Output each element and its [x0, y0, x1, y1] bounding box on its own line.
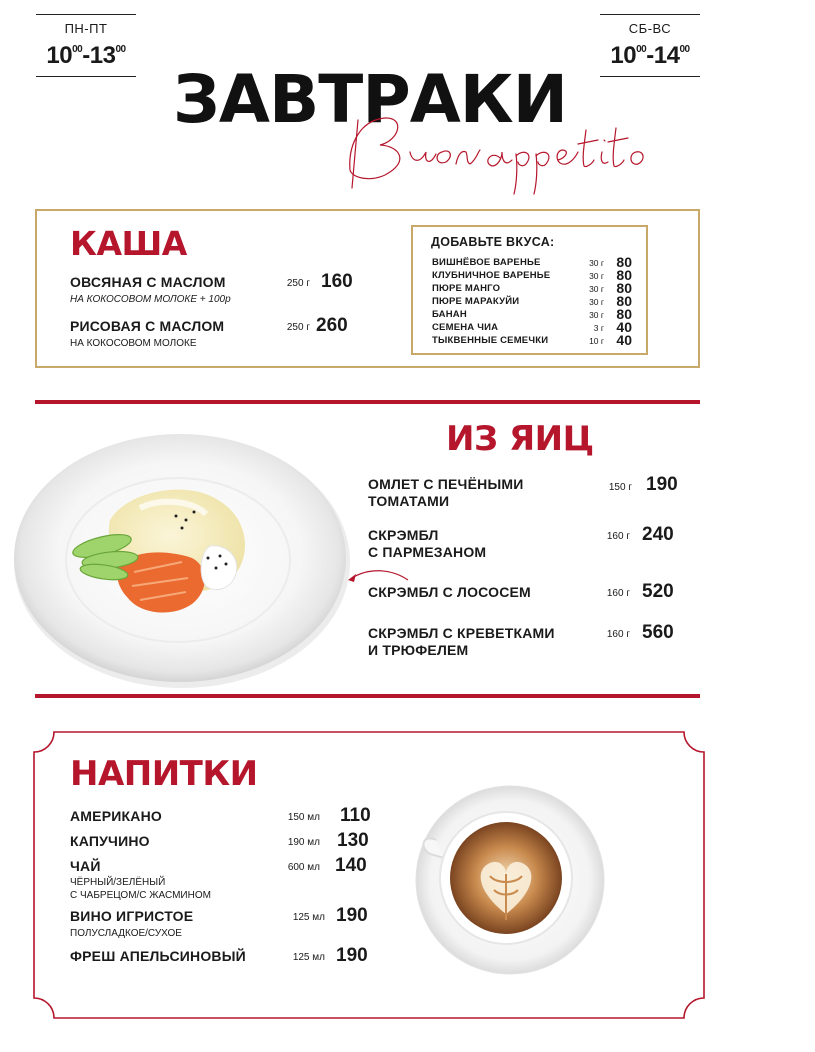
- item-price: 190: [336, 945, 368, 966]
- divider: [36, 14, 136, 15]
- menu-item: [368, 622, 688, 661]
- item-weight: 160 г: [606, 629, 630, 640]
- addon-price: 40: [616, 319, 632, 335]
- item-volume: 190 мл: [287, 837, 320, 848]
- item-name: ОМЛЕТ С ПЕЧЁНЫМИ: [368, 476, 524, 492]
- addons-box: [411, 225, 648, 355]
- cappuccino-photo: [410, 780, 610, 980]
- item-name: СКРЭМБЛ С ЛОСОСЕМ: [368, 584, 531, 600]
- item-name: СКРЭМБЛ: [368, 527, 439, 543]
- addon-weight: 10 г: [589, 336, 604, 346]
- item-price: 140: [335, 855, 367, 876]
- weekend-hours: [600, 14, 700, 77]
- page-title: ЗАВТРАКИ: [173, 61, 567, 138]
- addon-row: [432, 282, 632, 295]
- item-price: 130: [337, 830, 369, 851]
- item-price: 560: [642, 622, 674, 643]
- divider: [600, 14, 700, 15]
- addon-price: 80: [616, 293, 632, 309]
- item-note: ПОЛУСЛАДКОЕ/СУХОЕ: [70, 928, 182, 939]
- section-divider: [35, 400, 700, 404]
- kasha-title: КАША: [70, 224, 187, 263]
- weekend-label: СБ-ВС: [628, 21, 672, 36]
- menu-item: [70, 805, 371, 828]
- item-name-line2: И ТРЮФЕЛЕМ: [368, 642, 469, 658]
- item-note: С ЧАБРЕЦОМ/С ЖАСМИНОМ: [70, 890, 211, 901]
- addon-row: [432, 321, 632, 334]
- addon-row: [432, 269, 632, 282]
- item-name: ВИНО ИГРИСТОЕ: [70, 908, 194, 924]
- item-name: АМЕРИКАНО: [70, 808, 162, 824]
- weekday-time: $10^{00}-13^{00}$: [46, 42, 126, 69]
- item-name: ФРЕШ АПЕЛЬСИНОВЫЙ: [70, 948, 246, 964]
- menu-item: [70, 945, 370, 968]
- addons-title: ДОБАВЬТЕ ВКУСА:: [431, 235, 555, 249]
- scrambled-eggs-photo: [10, 428, 350, 690]
- item-price: 190: [646, 474, 678, 495]
- item-name: КАПУЧИНО: [70, 833, 150, 849]
- addon-weight: 30 г: [589, 271, 604, 281]
- weekday-label: ПН-ПТ: [64, 21, 108, 36]
- addon-price: 80: [616, 306, 632, 322]
- addon-weight: 30 г: [589, 284, 604, 294]
- drinks-title: НАПИТКИ: [70, 754, 258, 794]
- addon-row: [432, 295, 632, 308]
- item-price: 110: [340, 805, 371, 826]
- addon-name: ТЫКВЕННЫЕ СЕМЕЧКИ: [432, 335, 549, 346]
- item-note: НА КОКОСОВОМ МОЛОКЕ: [70, 338, 197, 349]
- addon-weight: 30 г: [589, 258, 604, 268]
- item-note: ЧЁРНЫЙ/ЗЕЛЁНЫЙ: [70, 877, 166, 888]
- menu-item: [368, 524, 688, 563]
- addon-name: БАНАН: [432, 309, 467, 320]
- item-weight: 160 г: [606, 531, 630, 542]
- item-volume: 150 мл: [287, 812, 320, 823]
- addon-price: 80: [616, 254, 632, 270]
- addon-price: 40: [616, 332, 632, 348]
- menu-item: [70, 855, 370, 902]
- divider: [600, 76, 700, 77]
- item-name-line2: ТОМАТАМИ: [368, 493, 450, 509]
- item-price: 240: [642, 524, 674, 545]
- item-name: СКРЭМБЛ С КРЕВЕТКАМИ: [368, 625, 555, 641]
- item-weight: 150 г: [608, 482, 632, 493]
- addon-name: СЕМЕНА ЧИА: [432, 322, 499, 333]
- addon-price: 80: [616, 280, 632, 296]
- menu-item: [70, 905, 370, 940]
- weekday-hours: [36, 14, 136, 77]
- section-divider: [35, 694, 700, 698]
- item-weight: 250 г: [286, 322, 310, 333]
- addon-row: [432, 334, 632, 347]
- addon-name: ПЮРЕ МАНГО: [432, 283, 501, 294]
- eggs-title: ИЗ ЯИЦ: [446, 419, 594, 459]
- addon-row: [432, 308, 632, 321]
- menu-item: [368, 476, 688, 512]
- arrow-left-icon: [346, 566, 410, 586]
- item-weight: 250 г: [286, 278, 310, 289]
- divider: [36, 76, 136, 77]
- item-weight: 160 г: [606, 588, 630, 599]
- item-price: 520: [642, 581, 674, 602]
- addon-weight: 30 г: [589, 310, 604, 320]
- item-price: 260: [316, 315, 348, 336]
- addon-weight: 30 г: [589, 297, 604, 307]
- weekend-time: $10^{00}-14^{00}$: [610, 42, 690, 69]
- item-price: 160: [321, 271, 353, 292]
- menu-item: [368, 581, 688, 604]
- item-name-line2: С ПАРМЕЗАНОМ: [368, 544, 487, 560]
- item-name: ЧАЙ: [70, 858, 101, 874]
- menu-item: [70, 315, 360, 352]
- item-volume: 125 мл: [292, 952, 325, 963]
- addon-weight: 3 г: [593, 323, 604, 333]
- item-name: РИСОВАЯ С МАСЛОМ: [70, 318, 225, 334]
- addon-price: 80: [616, 267, 632, 283]
- addon-name: ПЮРЕ МАРАКУЙИ: [432, 296, 520, 307]
- addon-name: КЛУБНИЧНОЕ ВАРЕНЬЕ: [432, 270, 551, 281]
- item-note: НА КОКОСОВОМ МОЛОКЕ + 100р: [70, 294, 231, 305]
- item-volume: 125 мл: [292, 912, 325, 923]
- item-volume: 600 мл: [287, 862, 320, 873]
- addon-row: [432, 256, 632, 269]
- kasha-section: [35, 209, 700, 368]
- script-signature: [330, 100, 650, 196]
- menu-item: [70, 830, 370, 853]
- item-name: ОВСЯНАЯ С МАСЛОМ: [70, 274, 226, 290]
- addon-name: ВИШНЁВОЕ ВАРЕНЬЕ: [432, 257, 541, 268]
- menu-item: [70, 271, 360, 308]
- item-price: 190: [336, 905, 368, 926]
